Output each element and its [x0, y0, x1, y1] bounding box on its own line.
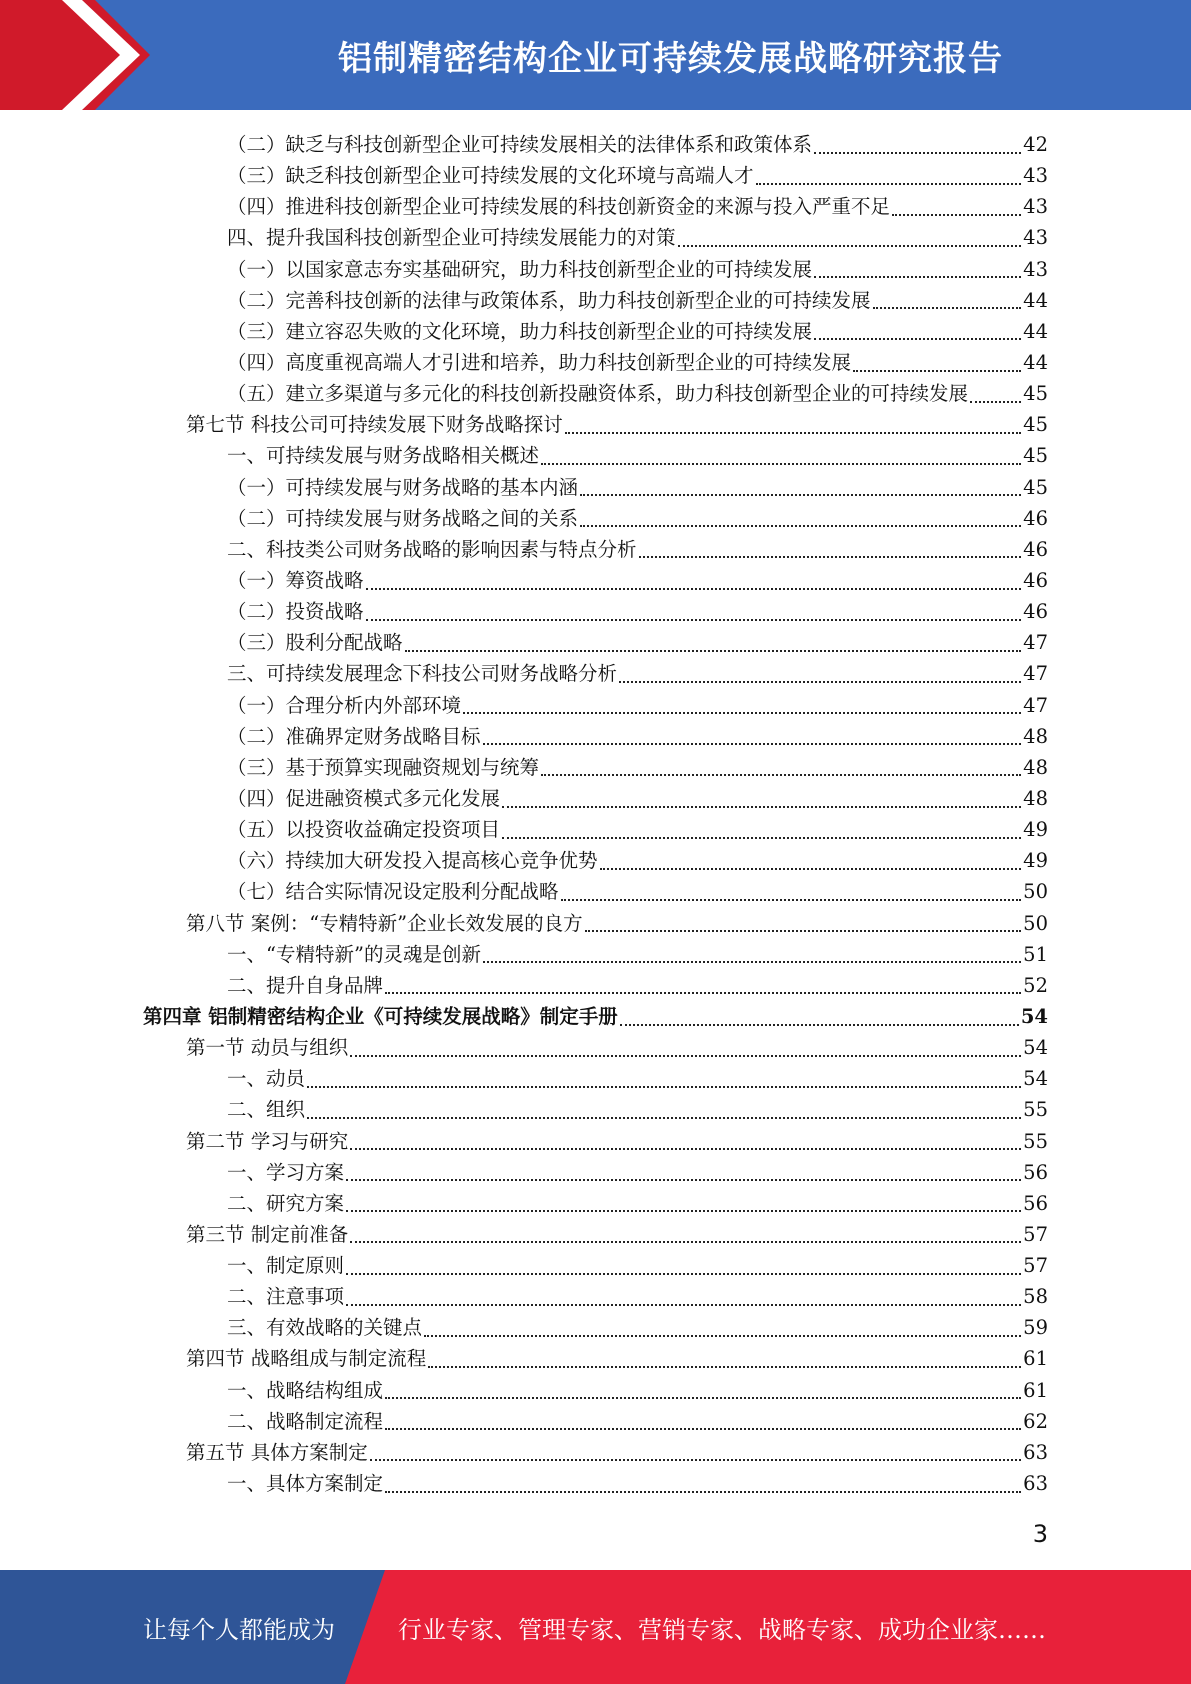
toc-dot-leader	[619, 681, 1021, 683]
toc-entry[interactable]	[143, 1126, 1048, 1157]
toc-entry-page: 58	[1023, 1285, 1048, 1309]
toc-entry-page: 47	[1023, 662, 1048, 686]
toc-entry-title: （三）缺乏科技创新型企业可持续发展的文化环境与高端人才	[227, 164, 754, 188]
toc-entry[interactable]	[143, 1375, 1048, 1406]
toc-entry-title: （五）建立多渠道与多元化的科技创新投融资体系，助力科技创新型企业的可持续发展	[227, 382, 969, 406]
toc-entry[interactable]	[143, 409, 1048, 440]
toc-dot-leader	[814, 338, 1021, 340]
toc-entry-page: 50	[1023, 911, 1048, 935]
toc-dot-leader	[580, 494, 1021, 496]
toc-entry[interactable]	[143, 191, 1048, 222]
toc-dot-leader	[307, 1117, 1021, 1119]
toc-entry-title: （五）以投资收益确定投资项目	[227, 818, 501, 842]
toc-dot-leader	[580, 525, 1021, 527]
toc-entry-page: 59	[1023, 1316, 1048, 1340]
toc-entry-page: 50	[1023, 880, 1048, 904]
toc-entry[interactable]	[143, 721, 1048, 752]
toc-entry-page: 54	[1023, 1036, 1048, 1060]
toc-dot-leader	[346, 1273, 1021, 1275]
toc-entry-title: （三）股利分配战略	[227, 631, 403, 655]
toc-entry-page: 44	[1023, 319, 1048, 343]
toc-entry-page: 49	[1023, 818, 1048, 842]
toc-dot-leader	[873, 307, 1022, 309]
toc-entry[interactable]	[143, 285, 1048, 316]
toc-entry-page: 43	[1023, 195, 1048, 219]
toc-entry-title: 二、研究方案	[227, 1191, 345, 1215]
footer-slogan-right: 行业专家、管理专家、营销专家、战略专家、成功企业家……	[398, 1615, 1046, 1644]
toc-entry[interactable]	[143, 129, 1048, 160]
toc-dot-leader	[565, 432, 1021, 434]
toc-entry[interactable]	[143, 254, 1048, 285]
toc-entry-page: 62	[1023, 1409, 1048, 1433]
toc-entry-title: （二）投资战略	[227, 600, 364, 624]
toc-dot-leader	[541, 463, 1021, 465]
toc-entry-title: 二、战略制定流程	[227, 1409, 384, 1433]
toc-entry-page: 44	[1023, 288, 1048, 312]
footer-banner	[0, 1570, 1191, 1684]
toc-dot-leader	[502, 806, 1021, 808]
toc-entry[interactable]	[143, 1468, 1048, 1499]
toc-entry[interactable]	[143, 347, 1048, 378]
page-number: 3	[1032, 1520, 1048, 1548]
toc-entry-title: 一、“专精特新”的灵魂是创新	[227, 942, 481, 966]
toc-entry-title: 二、科技类公司财务战略的影响因素与特点分析	[227, 537, 637, 561]
toc-entry-title: 四、提升我国科技创新型企业可持续发展能力的对策	[227, 226, 676, 250]
toc-entry[interactable]	[143, 752, 1048, 783]
toc-entry-page: 45	[1023, 475, 1048, 499]
toc-dot-leader	[639, 556, 1022, 558]
toc-entry-title: 第七节 科技公司可持续发展下财务战略探讨	[186, 413, 563, 437]
toc-entry[interactable]	[143, 1312, 1048, 1343]
toc-entry-title: （二）缺乏与科技创新型企业可持续发展相关的法律体系和政策体系	[227, 133, 813, 156]
toc-dot-leader	[307, 1086, 1021, 1088]
toc-entry-page: 55	[1023, 1098, 1048, 1122]
toc-dot-leader	[346, 1179, 1021, 1181]
toc-entry-page: 46	[1023, 568, 1048, 592]
toc-dot-leader	[405, 650, 1022, 652]
toc-entry-title: （二）可持续发展与财务战略之间的关系	[227, 506, 579, 530]
toc-dot-leader	[366, 588, 1022, 590]
toc-entry-title: （六）持续加大研发投入提高核心竞争优势	[227, 849, 598, 873]
toc-entry-title: 一、学习方案	[227, 1160, 345, 1184]
toc-entry[interactable]	[143, 316, 1048, 347]
toc-dot-leader	[678, 245, 1022, 247]
toc-entry-page: 51	[1023, 942, 1048, 966]
toc-entry[interactable]	[143, 845, 1048, 876]
toc-entry-page: 45	[1023, 444, 1048, 468]
header-arrow-decoration	[0, 0, 160, 110]
toc-entry-page: 43	[1023, 257, 1048, 281]
toc-entry[interactable]	[143, 222, 1048, 253]
toc-entry-page: 61	[1023, 1347, 1048, 1371]
toc-entry[interactable]	[143, 690, 1048, 721]
toc-entry-page: 48	[1023, 755, 1048, 779]
toc-entry-page: 46	[1023, 506, 1048, 530]
footer-slogan-left: 让每个人都能成为	[143, 1615, 335, 1644]
toc-entry-title: 第五节 具体方案制定	[186, 1440, 368, 1464]
toc-entry-page: 47	[1023, 693, 1048, 717]
toc-entry-title: 第二节 学习与研究	[186, 1129, 349, 1153]
toc-entry[interactable]	[143, 1157, 1048, 1188]
toc-entry[interactable]	[143, 472, 1048, 503]
toc-entry-page: 46	[1023, 537, 1048, 561]
toc-dot-leader	[385, 992, 1021, 994]
toc-entry[interactable]	[143, 1406, 1048, 1437]
toc-dot-leader	[585, 930, 1022, 932]
toc-entry-page: 47	[1023, 631, 1048, 655]
toc-entry-title: 二、注意事项	[227, 1285, 345, 1309]
toc-entry-page: 48	[1023, 786, 1048, 810]
toc-entry-page: 55	[1023, 1129, 1048, 1153]
toc-dot-leader	[385, 1491, 1021, 1493]
toc-dot-leader	[370, 1459, 1021, 1461]
toc-entry[interactable]	[143, 783, 1048, 814]
toc-entry-title: （三）建立容忍失败的文化环境，助力科技创新型企业的可持续发展	[227, 319, 813, 343]
toc-dot-leader	[385, 1397, 1021, 1399]
toc-entry-title: 二、提升自身品牌	[227, 973, 384, 997]
toc-entry-title: 一、制定原则	[227, 1254, 345, 1278]
table-of-contents	[143, 129, 1048, 1499]
toc-entry-title: （一）筹资战略	[227, 568, 364, 592]
toc-entry[interactable]	[143, 565, 1048, 596]
toc-entry-page: 57	[1023, 1254, 1048, 1278]
toc-entry-page: 43	[1023, 226, 1048, 250]
toc-entry-title: 三、可持续发展理念下科技公司财务战略分析	[227, 662, 618, 686]
toc-dot-leader	[350, 1148, 1021, 1150]
toc-entry-page: 63	[1023, 1472, 1048, 1496]
toc-dot-leader	[350, 1241, 1021, 1243]
toc-entry[interactable]	[143, 1188, 1048, 1219]
toc-entry-page: 49	[1023, 849, 1048, 873]
toc-entry-title: 第四章 铝制精密结构企业《可持续发展战略》制定手册	[143, 1004, 618, 1028]
toc-entry-page: 45	[1023, 382, 1048, 406]
toc-entry[interactable]	[143, 1094, 1048, 1125]
toc-entry-page: 52	[1023, 973, 1048, 997]
toc-entry[interactable]	[143, 908, 1048, 939]
toc-entry-page: 56	[1023, 1191, 1048, 1215]
toc-entry-page: 54	[1020, 1004, 1048, 1028]
toc-dot-leader	[756, 183, 1022, 185]
toc-entry-title: （四）促进融资模式多元化发展	[227, 786, 501, 810]
toc-entry-page: 57	[1023, 1222, 1048, 1246]
toc-dot-leader	[463, 712, 1021, 714]
toc-entry[interactable]	[143, 1343, 1048, 1374]
toc-entry[interactable]	[143, 1250, 1048, 1281]
toc-entry[interactable]	[143, 378, 1048, 409]
toc-entry-page: 54	[1023, 1067, 1048, 1091]
toc-dot-leader	[541, 774, 1021, 776]
toc-entry[interactable]	[143, 1437, 1048, 1468]
toc-entry-title: 一、战略结构组成	[227, 1378, 384, 1402]
toc-entry[interactable]	[143, 970, 1048, 1001]
toc-entry-page: 45	[1023, 413, 1048, 437]
toc-entry[interactable]	[143, 627, 1048, 658]
toc-entry-title: 一、可持续发展与财务战略相关概述	[227, 444, 540, 468]
toc-entry[interactable]	[143, 160, 1048, 191]
header-banner	[0, 0, 1191, 110]
toc-entry-title: （二）完善科技创新的法律与政策体系，助力科技创新型企业的可持续发展	[227, 288, 871, 312]
toc-entry-title: （二）准确界定财务战略目标	[227, 724, 481, 748]
toc-dot-leader	[346, 1210, 1021, 1212]
toc-entry-title: （一）以国家意志夯实基础研究，助力科技创新型企业的可持续发展	[227, 257, 813, 281]
toc-entry-page: 48	[1023, 724, 1048, 748]
toc-entry-title: （四）推进科技创新型企业可持续发展的科技创新资金的来源与投入严重不足	[227, 195, 891, 219]
toc-entry-page: 43	[1023, 164, 1048, 188]
toc-entry[interactable]	[143, 814, 1048, 845]
toc-entry-page: 44	[1023, 350, 1048, 374]
toc-entry[interactable]	[143, 596, 1048, 627]
toc-entry-title: （一）合理分析内外部环境	[227, 693, 462, 717]
toc-dot-leader	[385, 1428, 1021, 1430]
toc-entry[interactable]	[143, 440, 1048, 471]
toc-entry-title: （三）基于预算实现融资规划与统筹	[227, 755, 540, 779]
toc-dot-leader	[814, 152, 1021, 154]
toc-dot-leader	[428, 1366, 1021, 1368]
toc-entry[interactable]	[143, 1281, 1048, 1312]
toc-dot-leader	[814, 276, 1021, 278]
toc-entry-page: 46	[1023, 600, 1048, 624]
toc-entry-title: 一、具体方案制定	[227, 1472, 384, 1496]
toc-entry-title: 二、组织	[227, 1098, 306, 1122]
toc-dot-leader	[620, 1024, 1019, 1026]
toc-entry[interactable]	[143, 1219, 1048, 1250]
toc-entry-title: 第三节 制定前准备	[186, 1222, 349, 1246]
toc-entry-title: 第一节 动员与组织	[186, 1036, 349, 1060]
toc-entry-page: 61	[1023, 1378, 1048, 1402]
toc-dot-leader	[970, 401, 1021, 403]
toc-dot-leader	[853, 370, 1021, 372]
toc-dot-leader	[483, 743, 1022, 745]
toc-dot-leader	[561, 899, 1022, 901]
toc-dot-leader	[483, 961, 1021, 963]
toc-dot-leader	[892, 214, 1021, 216]
toc-entry-title: （四）高度重视高端人才引进和培养，助力科技创新型企业的可持续发展	[227, 350, 852, 374]
toc-dot-leader	[424, 1335, 1021, 1337]
toc-dot-leader	[366, 619, 1022, 621]
toc-dot-leader	[600, 868, 1022, 870]
toc-entry-page: 42	[1023, 133, 1048, 156]
toc-entry-page: 63	[1023, 1440, 1048, 1464]
toc-entry[interactable]	[143, 876, 1048, 907]
toc-entry[interactable]	[143, 939, 1048, 970]
toc-entry[interactable]	[143, 534, 1048, 565]
toc-entry[interactable]	[143, 1032, 1048, 1063]
toc-dot-leader	[502, 837, 1021, 839]
toc-entry[interactable]	[143, 503, 1048, 534]
report-title: 铝制精密结构企业可持续发展战略研究报告	[338, 38, 1003, 79]
toc-entry[interactable]	[143, 658, 1048, 689]
toc-entry-page: 56	[1023, 1160, 1048, 1184]
toc-entry-title: （一）可持续发展与财务战略的基本内涵	[227, 475, 579, 499]
toc-entry-title: 第八节 案例：“专精特新”企业长效发展的良方	[186, 911, 583, 935]
toc-entry[interactable]	[143, 1063, 1048, 1094]
toc-dot-leader	[350, 1055, 1021, 1057]
toc-entry-title: 三、有效战略的关键点	[227, 1316, 423, 1340]
toc-entry-title: （七）结合实际情况设定股利分配战略	[227, 880, 559, 904]
toc-entry-title: 第四节 战略组成与制定流程	[186, 1347, 427, 1371]
toc-entry-title: 一、动员	[227, 1067, 306, 1091]
toc-dot-leader	[346, 1304, 1021, 1306]
toc-entry[interactable]	[143, 1001, 1048, 1032]
